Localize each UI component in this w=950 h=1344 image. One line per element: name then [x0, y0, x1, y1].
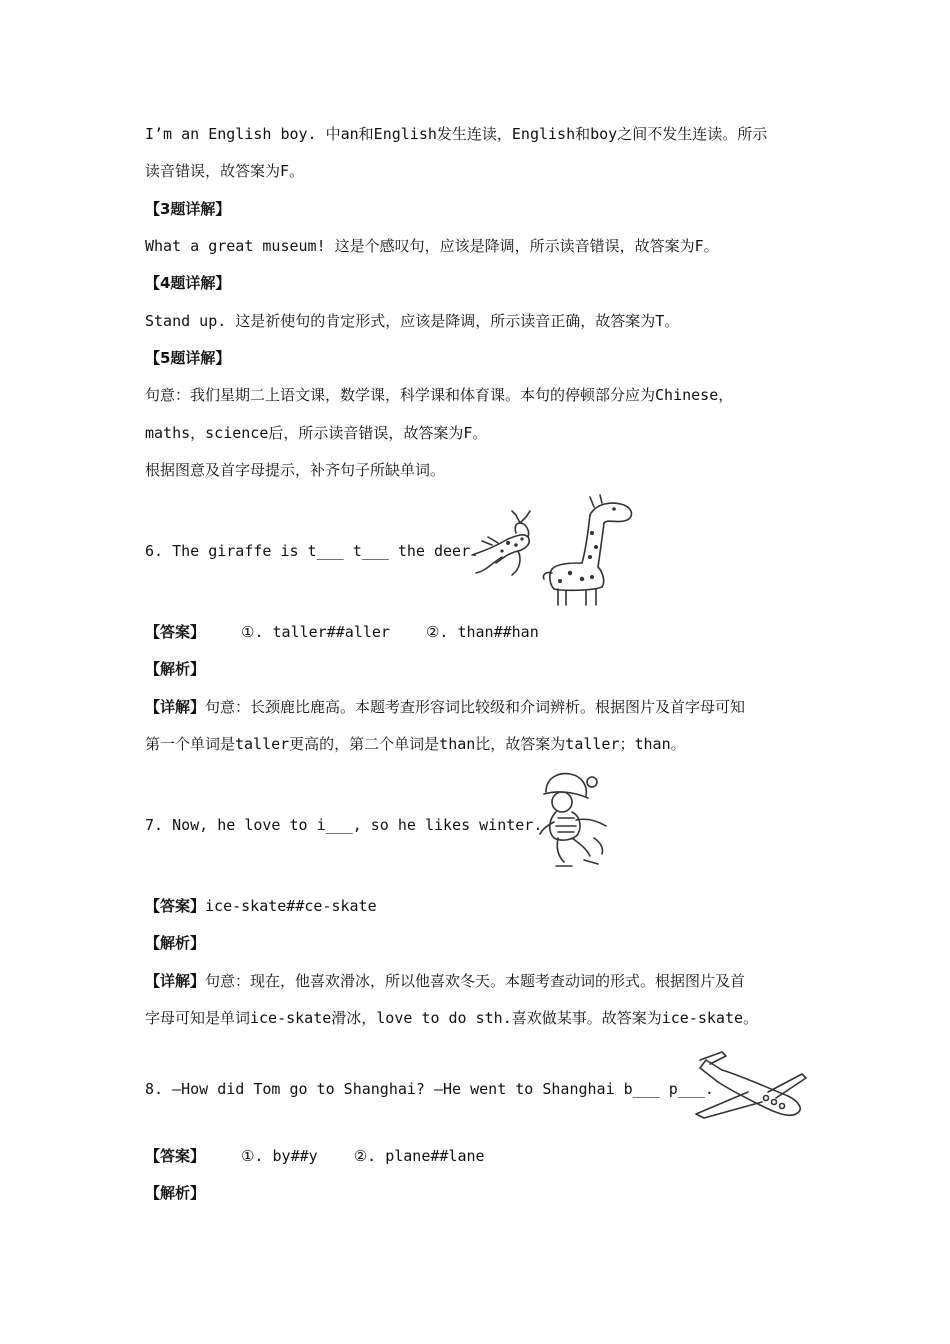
q4-header: 【4题详解】 [145, 274, 231, 292]
q7-question: 7. Now, he love to i___, so he likes winter. [145, 816, 543, 834]
q5-header: 【5题详解】 [145, 349, 231, 367]
q4-explanation: Stand up. 这是祈使句的肯定形式，应该是降调，所示读音正确，故答案为T。 [145, 312, 680, 330]
q7-answer-row [145, 896, 377, 916]
intro-line-1: I’m an English boy. 中an和English发生连读，English和boy之间不发生连读。所示 [145, 125, 768, 143]
giraffe-deer-illustration [462, 493, 642, 608]
q7-detail-text-1: 句意：现在，他喜欢滑冰，所以他喜欢冬天。本题考查动词的形式。根据图片及首 [205, 972, 746, 990]
q6-answer-2: ②. than##han [425, 623, 539, 641]
q3-explanation: What a great museum! 这是个感叹句，应该是降调，所示读音错误，故答案为F。 [145, 237, 719, 255]
q6-detail-text-1: 句意：长颈鹿比鹿高。本题考查形容词比较级和介词辨析。根据图片及首字母可知 [205, 698, 746, 716]
q6-answer-label: 【答案】 [145, 623, 206, 641]
q7-analysis-label: 【解析】 [145, 934, 206, 952]
q6-question: 6. The giraffe is t___ t___ the deer. [145, 542, 480, 560]
q5-explanation-line-1: 句意：我们星期二上语文课，数学课，科学课和体育课。本句的停顿部分应为Chinese， [145, 386, 734, 404]
section-instruction: 根据图意及首字母提示，补齐句子所缺单词。 [145, 461, 446, 479]
deer-icon [472, 511, 530, 575]
q6-analysis-label: 【解析】 [145, 660, 206, 678]
q8-answer-2: ②. plane##lane [353, 1147, 485, 1165]
q7-detail-label: 【详解】 [145, 972, 206, 990]
q8-answer-label: 【答案】 [145, 1147, 206, 1165]
q6-answer-1: ①. taller##aller [241, 623, 390, 641]
ice-skater-illustration [528, 768, 618, 883]
q6-answer-row [145, 622, 539, 642]
q7-detail-line-1 [145, 971, 745, 991]
airplane-illustration [692, 1048, 807, 1120]
q3-header: 【3题详解】 [145, 200, 231, 218]
q7-answer-label: 【答案】 [145, 897, 206, 915]
giraffe-icon [543, 495, 631, 605]
q7-detail-line-2: 字母可知是单词ice-skate滑冰，love to do sth.喜欢做某事。故答案为ice-skate。 [145, 1009, 759, 1027]
q6-detail-label: 【详解】 [145, 698, 206, 716]
q7-answer: ice-skate##ce-skate [205, 897, 377, 915]
q8-answer-1: ①. by##y [241, 1147, 318, 1165]
q6-detail-line-1 [145, 697, 745, 717]
q8-analysis-label: 【解析】 [145, 1184, 206, 1202]
q8-answer-row [145, 1146, 485, 1166]
q8-question: 8. —How did Tom go to Shanghai? —He went to Shanghai b___ p___. [145, 1080, 714, 1098]
airplane-icon [696, 1052, 806, 1118]
q5-explanation-line-2: maths，science后，所示读音错误，故答案为F。 [145, 424, 488, 442]
intro-line-2: 读音错误，故答案为F。 [145, 162, 305, 180]
q6-detail-line-2: 第一个单词是taller更高的，第二个单词是than比，故答案为taller；than。 [145, 735, 686, 753]
ice-skater-icon [540, 774, 606, 866]
